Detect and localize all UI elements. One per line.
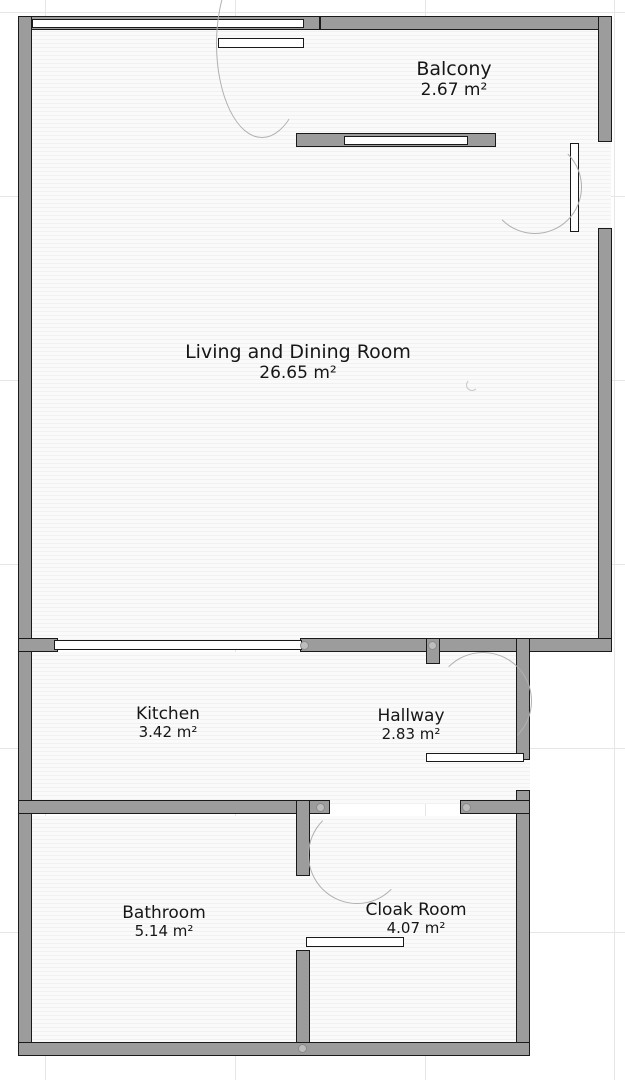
hinge-living-south-window bbox=[300, 641, 309, 650]
door-arc-balcony-east bbox=[488, 140, 582, 234]
room-label-hallway bbox=[311, 706, 511, 744]
window-balcony-partition bbox=[344, 136, 468, 145]
wall-hallway-right-lower bbox=[516, 790, 530, 1056]
hinge-living-south-door bbox=[428, 641, 437, 650]
room-area-text-bathroom: 5.14 m² bbox=[134, 922, 194, 941]
room-name-kitchen: Kitchen bbox=[136, 704, 200, 724]
wall-top-right bbox=[320, 16, 612, 30]
door-arc-bathroom bbox=[308, 806, 406, 904]
room-label-balcony bbox=[354, 58, 554, 100]
wall-bathroom-cloak-lower bbox=[296, 950, 310, 1056]
grid-line-vertical bbox=[614, 0, 615, 1080]
wall-living-south-right bbox=[300, 638, 612, 652]
room-label-bathroom bbox=[64, 903, 264, 941]
room-name-cloak-room: Cloak Room bbox=[365, 900, 467, 920]
room-area-living-and-dining-room bbox=[24, 22, 611, 640]
wall-right-balcony-lower bbox=[598, 228, 612, 640]
wall-kitchen-bathroom bbox=[18, 800, 330, 814]
room-name-living-and-dining-room: Living and Dining Room bbox=[185, 341, 411, 363]
room-label-kitchen bbox=[68, 704, 268, 742]
room-name-hallway: Hallway bbox=[377, 706, 445, 726]
wall-bathroom-cloak bbox=[296, 800, 310, 876]
room-area-text-hallway: 2.83 m² bbox=[381, 725, 441, 744]
room-area-text-cloak-room: 4.07 m² bbox=[386, 919, 446, 938]
hinge-entrance-bottom bbox=[298, 1044, 307, 1053]
room-name-balcony: Balcony bbox=[416, 58, 492, 80]
grid-line-horizontal bbox=[0, 12, 625, 13]
door-cloak-leaf[interactable] bbox=[306, 937, 404, 947]
room-area-text-kitchen: 3.42 m² bbox=[138, 723, 198, 742]
hinge-bathroom-door bbox=[316, 803, 325, 812]
wall-living-south-left bbox=[18, 638, 58, 652]
room-area-text-living-and-dining-room: 26.65 m² bbox=[259, 363, 337, 384]
room-name-bathroom: Bathroom bbox=[122, 903, 206, 923]
room-label-living-and-dining-room bbox=[98, 341, 498, 383]
room-area-text-balcony: 2.67 m² bbox=[420, 80, 488, 101]
wall-right-balcony bbox=[598, 16, 612, 142]
wall-left-exterior bbox=[18, 16, 32, 1056]
wall-bottom-exterior bbox=[18, 1042, 530, 1056]
window-living-south bbox=[54, 640, 302, 650]
hinge-cloak-door bbox=[462, 803, 471, 812]
window-hallway-east bbox=[426, 753, 524, 762]
room-label-cloak-room bbox=[316, 900, 516, 938]
